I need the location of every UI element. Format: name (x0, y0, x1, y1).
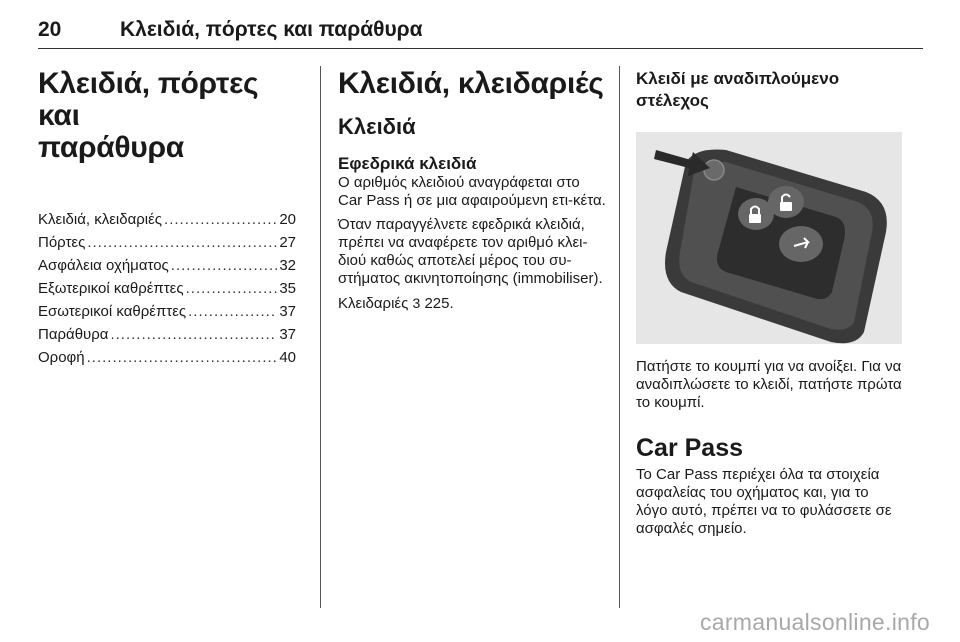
toc-entry-label: Κλειδιά, κλειδαριές (38, 211, 163, 228)
toc-leader-dots (87, 346, 278, 369)
reference-page: 225. (424, 295, 454, 312)
subsection-title: Κλειδιά (338, 114, 416, 139)
folding-key-column (636, 68, 904, 544)
running-title: Κλειδιά, πόρτες και παράθυρα (120, 18, 423, 41)
car-pass-paragraph: Το Car Pass περιέχει όλα τα στοιχεία ασφαλείας του οχήματος και, για το λόγο αυτό, πρέπει να το φυλάσσετε σε ασφαλές σημείο. (636, 466, 892, 537)
folding-key-title (636, 68, 904, 112)
toc-entry-label: Πόρτες (38, 234, 86, 251)
toc-entry[interactable] (38, 277, 296, 300)
paragraph: Όταν παραγγέλνετε εφεδρικά κλειδιά, πρέπει να αναφέρετε τον αριθμό κλει-διού καθώς αποτελεί μέρος του συ-στήματος ακινητοποίησης (immobiliser). (338, 216, 603, 287)
toc-leader-dots (171, 254, 278, 277)
toc-entry-page: 27 (279, 234, 296, 251)
toc-entry-page: 35 (279, 280, 296, 297)
column-divider (320, 66, 321, 608)
toc-entry-page: 32 (279, 257, 296, 274)
toc-entry[interactable] (38, 346, 296, 369)
toc-leader-dots (87, 231, 277, 254)
toc-entry-label: Οροφή (38, 349, 85, 366)
toc-entry-label: Ασφάλεια οχήματος (38, 257, 169, 274)
toc-entry-page: 40 (279, 349, 296, 366)
page-number: 20 (38, 18, 62, 41)
toc-entry[interactable] (38, 323, 296, 346)
toc-entry[interactable] (38, 254, 296, 277)
toc-entry-page: 37 (279, 326, 296, 343)
folding-key-title-line: Κλειδί με αναδιπλούμενο (636, 69, 840, 88)
paragraph: Ο αριθμός κλειδιού αναγράφεται στο Car Pass ή σε μια αφαιρούμενη ετι-κέτα. (338, 174, 606, 209)
toc-leader-dots (164, 208, 277, 231)
toc-entry-page: 20 (279, 211, 296, 228)
car-pass-title: Car Pass (636, 434, 744, 462)
reference-arrow-icon: 3 (412, 295, 421, 311)
toc-entry-label: Παράθυρα (38, 326, 109, 343)
page-header (38, 8, 923, 49)
chapter-title-line: Κλειδιά, πόρτες και (38, 67, 259, 132)
section-title: Κλειδιά, κλειδαριές (338, 67, 604, 100)
chapter-title-line: παράθυρα (38, 131, 184, 164)
column-divider (619, 66, 620, 608)
toc-leader-dots (186, 277, 278, 300)
toc-entry-label: Εξωτερικοί καθρέπτες (38, 280, 184, 297)
folding-key-title-line: στέλεχος (636, 91, 709, 110)
toc-entry[interactable] (38, 300, 296, 323)
toc-entry[interactable] (38, 208, 296, 231)
toc-entry[interactable] (38, 231, 296, 254)
toc-leader-dots (110, 323, 277, 346)
toc-entry-label: Εσωτερικοί καθρέπτες (38, 303, 187, 320)
folding-key-fob-illustration-icon (636, 132, 902, 344)
toc-leader-dots (188, 300, 277, 323)
watermark: carmanualsonline.info (699, 609, 930, 635)
reference-label: Κλειδαριές (338, 295, 409, 312)
figure-caption: Πατήστε το κουμπί για να ανοίξει. Για να αναδιπλώσετε το κλειδί, πατήστε πρώτα το κουμπί. (636, 358, 902, 411)
chapter-title (38, 68, 296, 164)
table-of-contents (38, 208, 296, 369)
cross-reference[interactable] (338, 294, 606, 313)
chapter-contents-column (38, 68, 296, 369)
keys-locks-column (338, 68, 606, 319)
folding-key-figure (636, 132, 902, 344)
sub-subsection-title: Εφεδρικά κλειδιά (338, 154, 477, 173)
toc-entry-page: 37 (279, 303, 296, 320)
